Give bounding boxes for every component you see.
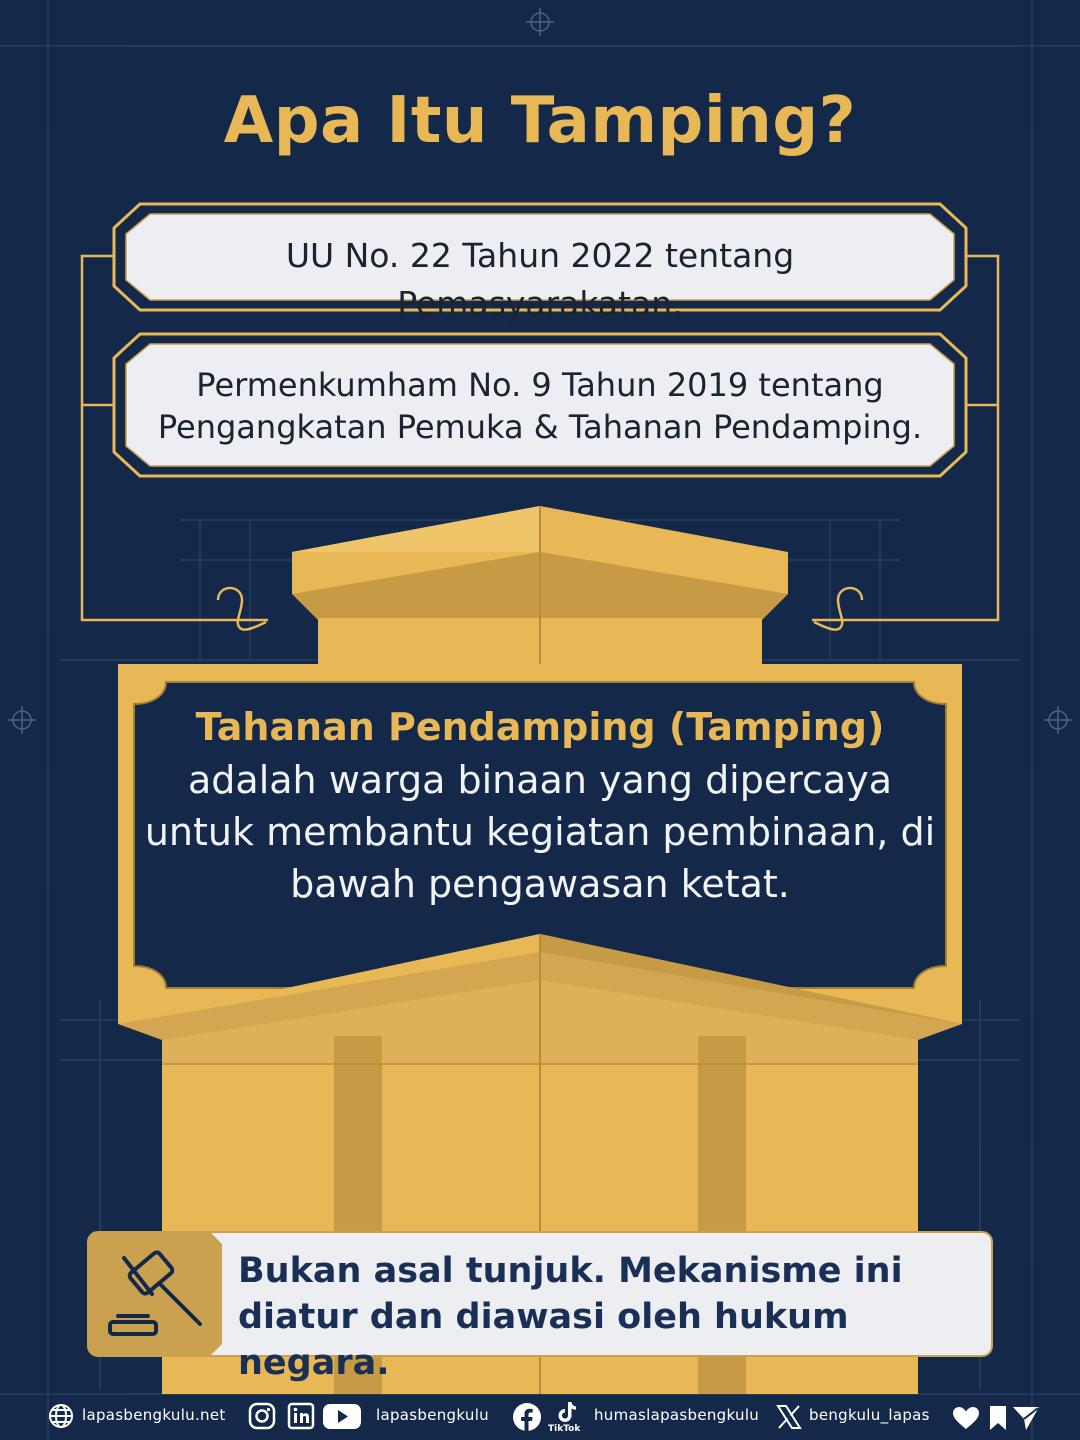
note-text: Bukan asal tunjuk. Mekanisme ini diatur dan diawasi oleh hukum negara. bbox=[238, 1251, 903, 1383]
page-title: Apa Itu Tamping? bbox=[223, 84, 857, 158]
gavel-icon bbox=[104, 1250, 208, 1342]
globe-icon[interactable] bbox=[48, 1403, 74, 1429]
website-link[interactable]: lapasbengkulu.net bbox=[82, 1406, 226, 1424]
pillar-capital bbox=[292, 506, 788, 664]
bookmark-icon[interactable] bbox=[988, 1405, 1008, 1431]
handle-fb-tiktok[interactable]: humaslapasbengkulu bbox=[594, 1406, 760, 1424]
definition-term: Tahanan Pendamping (Tamping) bbox=[195, 705, 885, 749]
instagram-icon[interactable] bbox=[248, 1402, 276, 1430]
handle-ig-li-yt[interactable]: lapasbengkulu bbox=[376, 1406, 489, 1424]
definition-body: adalah warga binaan yang dipercaya untuk membantu kegiatan pembinaan, di bawah pengawasan ketat. bbox=[144, 758, 936, 906]
law-2-text: Permenkumham No. 9 Tahun 2019 tentang Pengangkatan Pemuka & Tahanan Pendamping. bbox=[157, 366, 923, 446]
tiktok-label: TikTok bbox=[548, 1424, 581, 1434]
heart-icon[interactable] bbox=[952, 1406, 980, 1430]
handle-x[interactable]: bengkulu_lapas bbox=[809, 1406, 930, 1424]
definition-box bbox=[140, 700, 940, 910]
facebook-icon[interactable] bbox=[512, 1402, 542, 1432]
law-1-text: UU No. 22 Tahun 2022 tentang Pemasyarakatan. bbox=[285, 236, 795, 323]
tiktok-icon[interactable] bbox=[556, 1400, 578, 1424]
send-icon[interactable] bbox=[1012, 1405, 1040, 1431]
linkedin-icon[interactable] bbox=[287, 1402, 315, 1430]
x-icon[interactable] bbox=[776, 1404, 802, 1430]
youtube-icon[interactable] bbox=[322, 1403, 362, 1430]
